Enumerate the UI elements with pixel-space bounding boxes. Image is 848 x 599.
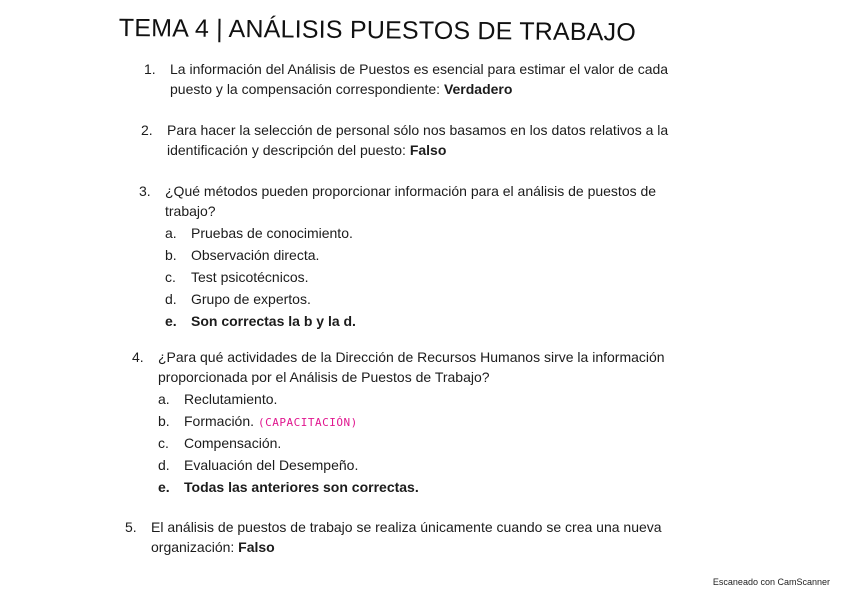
option-letter: c. (158, 435, 169, 451)
question-number: 5. (125, 519, 137, 535)
option-text: Todas las anteriores son correctas. (184, 479, 419, 495)
question-line: ¿Para qué actividades de la Dirección de Recursos Humanos sirve la información (158, 349, 665, 365)
question-number: 1. (144, 61, 156, 77)
answer: Falso (409, 142, 447, 158)
question-text (165, 181, 656, 333)
option-text: Evaluación del Desempeño. (184, 457, 359, 473)
option-text: Compensación. (184, 435, 282, 451)
options-list (158, 389, 665, 499)
handwritten-note: (CAPACITACIÓN) (258, 416, 358, 429)
option-letter: e. (165, 313, 177, 329)
option-text: Grupo de expertos. (191, 291, 311, 307)
question-text (167, 120, 668, 160)
question-3 (139, 181, 656, 333)
question-4 (132, 347, 665, 499)
option-letter: e. (158, 479, 170, 495)
option-letter: a. (158, 391, 170, 407)
question-line: trabajo? (165, 203, 216, 219)
option-e-correct (165, 311, 656, 333)
question-text (158, 347, 665, 499)
question-line-2: organización: (151, 539, 239, 555)
option-a (165, 223, 656, 245)
question-line (151, 537, 662, 557)
question-line (170, 79, 668, 99)
option-text: Formación. (184, 413, 255, 429)
answer: Falso (238, 539, 275, 555)
option-letter: b. (165, 247, 177, 263)
option-text: Observación directa. (191, 247, 320, 263)
option-c (165, 267, 656, 289)
option-text: Son correctas la b y la d. (191, 313, 356, 329)
question-number: 4. (132, 349, 144, 365)
question-5 (125, 517, 662, 557)
question-line: La información del Análisis de Puestos es esencial para estimar el valor de cada (170, 61, 669, 77)
question-line-2: puesto y la compensación correspondiente: (170, 81, 444, 97)
question-line: ¿Qué métodos pueden proporcionar información para el análisis de puestos de (165, 183, 657, 199)
question-line: Para hacer la selección de personal sólo nos basamos en los datos relativos a la (167, 122, 669, 138)
answer: Verdadero (443, 81, 513, 97)
option-d (158, 455, 665, 477)
question-number: 3. (139, 183, 151, 199)
question-text (170, 59, 668, 99)
question-line (167, 140, 668, 160)
option-text: Pruebas de conocimiento. (191, 225, 353, 241)
option-c (158, 433, 665, 455)
option-letter: c. (165, 269, 176, 285)
question-line-2: identificación y descripción del puesto: (167, 142, 410, 158)
question-number: 2. (141, 122, 153, 138)
option-e-correct (158, 477, 665, 499)
option-text: Test psicotécnicos. (191, 269, 309, 285)
option-letter: b. (158, 413, 170, 429)
question-line: proporcionada por el Análisis de Puestos de Trabajo? (158, 369, 490, 385)
question-text (151, 517, 662, 557)
question-2 (141, 120, 668, 160)
option-b (158, 411, 665, 433)
option-text: Reclutamiento. (184, 391, 278, 407)
page-title: TEMA 4 | ANÁLISIS PUESTOS DE TRABAJO (118, 14, 637, 47)
option-letter: d. (158, 457, 170, 473)
scanner-watermark: Escaneado con CamScanner (712, 577, 830, 587)
question-line: El análisis de puestos de trabajo se realiza únicamente cuando se crea una nueva (151, 519, 662, 535)
option-d (165, 289, 656, 311)
option-a (158, 389, 665, 411)
option-letter: a. (165, 225, 177, 241)
options-list (165, 223, 656, 333)
option-letter: d. (165, 291, 177, 307)
option-b (165, 245, 656, 267)
question-1 (144, 59, 668, 99)
